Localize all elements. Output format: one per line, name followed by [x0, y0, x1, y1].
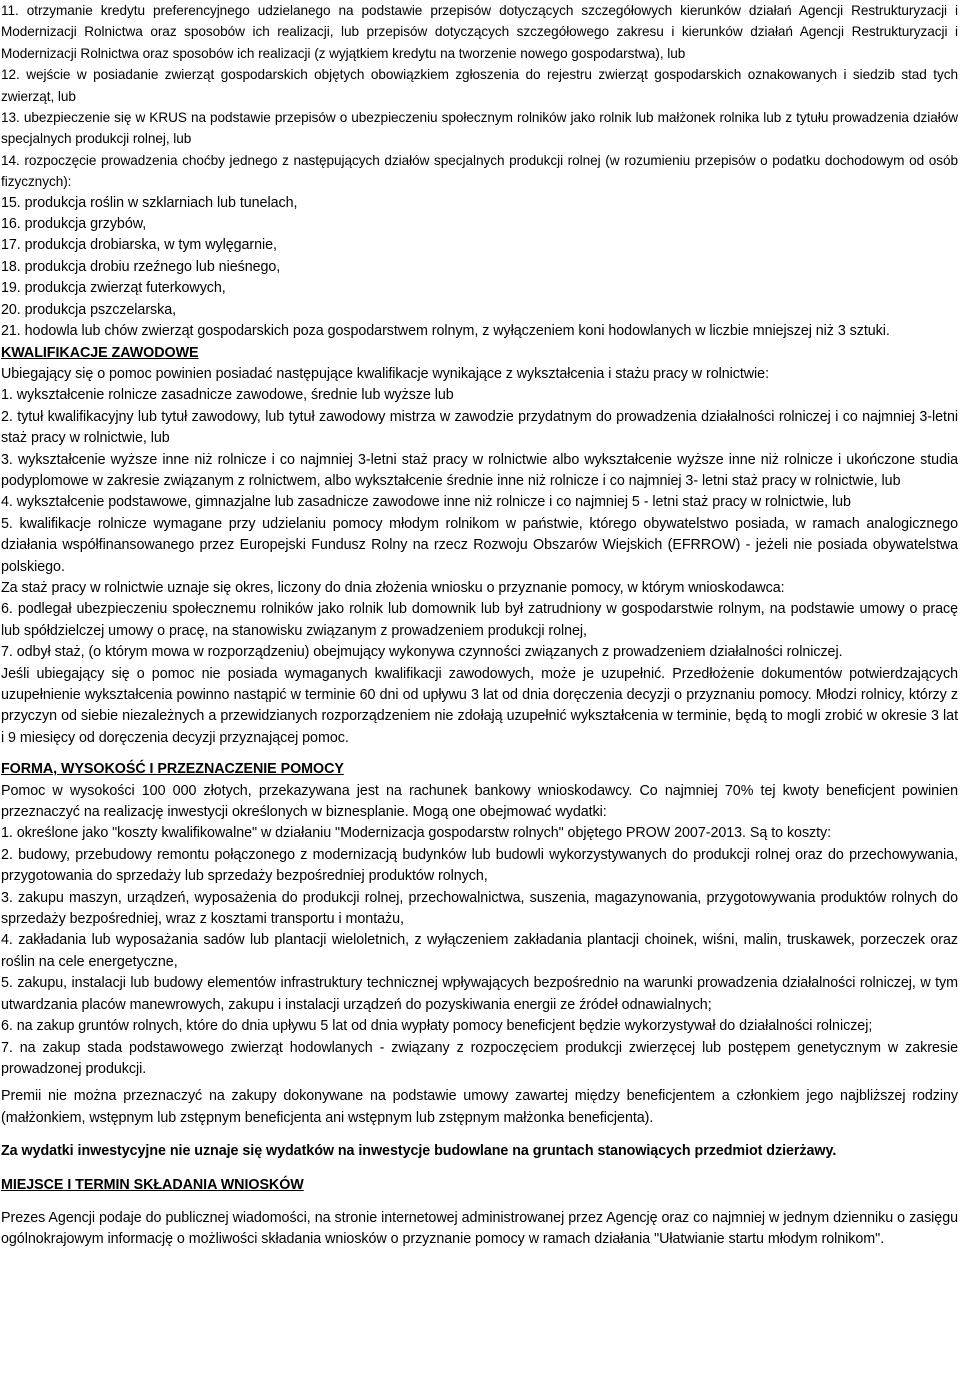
list-item: 16. produkcja grzybów, — [1, 216, 147, 233]
list-item: 18. produkcja drobiu rzeźnego lub nieśnego, — [1, 258, 281, 275]
paragraph: Premii nie można przeznaczyć na zakupy dokonywane na podstawie umowy zawartej między beneficjentem a członkiem jego najbliższej rodziny (małżonkiem, wstępnym lub zstępnym beneficjenta ani wstępnym lub zstępnym małżonka beneficjenta). — [1, 1088, 958, 1126]
list-item: 4. wykształcenie podstawowe, gimnazjalne lub zasadnicze zawodowe inne niż rolnicze i co najmniej 5 - letni staż pracy w rolnictwie, lub — [1, 494, 851, 511]
list-item: 6. podlegał ubezpieczeniu społecznemu rolników jako rolnik lub domownik lub był zatrudniony w gospodarstwie rolnym, na podstawie umowy o pracę lub spółdzielczej umowy o pracę, na stanowisku związanym z prowadzeniem produkcji rolnej, — [1, 601, 958, 639]
paragraph: Prezes Agencji podaje do publicznej wiadomości, na stronie internetowej administrowanej przez Agencję oraz co najmniej w jednym dzienniku o zasięgu ogólnokrajowym informację o możliwości składania wniosków o przyznanie pomocy w ramach działania "Ułatwianie startu młodym rolnikom". — [1, 1209, 958, 1248]
list-item: 5. kwalifikacje rolnicze wymagane przy udzielaniu pomocy młodym rolnikom w państwie, którego obywatelstwo posiada, w ramach analogicznego działania współfinansowanego przez Europejski Fundusz Rolny na rzecz Rozwoju Obszarów Wiejskich (EFRROW) - jeżeli nie posiada obywatelstwa polskiego. — [1, 515, 958, 575]
paragraph: Za staż pracy w rolnictwie uznaje się okres, liczony do dnia złożenia wniosku o przyznanie pomocy, w którym wnioskodawca: — [1, 579, 785, 596]
list-item: 21. hodowla lub chów zwierząt gospodarskich poza gospodarstwem rolnym, z wyłączeniem koni hodowlanych w liczbie mniejszej niż 3 sztuki. — [1, 323, 890, 340]
list-item: 5. zakupu, instalacji lub budowy elementów infrastruktury technicznej wpływających bezpośrednio na warunki prowadzenia działalności rolniczej, w tym utwardzania placów manewrowych, zakupu i instalacji urządzeń do pozyskiwania energii ze źródeł odnawialnych; — [1, 975, 958, 1013]
list-item: 7. na zakup stada podstawowego zwierząt hodowlanych - związany z rozpoczęciem produkcji zwierzęcej lub postępem genetycznym w zakresie prowadzonej produkcji. — [1, 1039, 958, 1077]
list-item: 3. zakupu maszyn, urządzeń, wyposażenia do produkcji rolnej, przechowalnictwa, suszenia, magazynowania, przygotowywania produktów rolnych do sprzedaży bezpośredniej, wraz z kosztami transportu i montażu, — [1, 889, 958, 928]
list-item: 12. wejście w posiadanie zwierząt gospodarskich objętych obowiązkiem zgłoszenia do rejestru zwierząt gospodarskich oznakowanych i siedzib stad tych zwierząt, lub — [1, 67, 958, 104]
list-item: 2. budowy, przebudowy remontu połączonego z modernizacją budynków lub budowli wykorzystywanych do produkcji rolnej oraz do przechowywania, przygotowania do sprzedaży lub sprzedaży bezpośredniej produktów rolnych, — [1, 846, 958, 885]
list-item: 1. określone jako "koszty kwalifikowalne" w działaniu "Modernizacja gospodarstw rolnych" objętego PROW 2007-2013. Są to koszty: — [1, 825, 832, 842]
section-heading: KWALIFIKACJE ZAWODOWE — [1, 344, 199, 361]
list-item: 6. na zakup gruntów rolnych, które do dnia upływu 5 lat od dnia wypłaty pomocy beneficjent będzie wykorzystywał do działalności rolniczej; — [1, 1018, 873, 1035]
list-item: 1. wykształcenie rolnicze zasadnicze zawodowe, średnie lub wyższe lub — [1, 387, 454, 404]
list-item: 4. zakładania lub wyposażania sadów lub plantacji wieloletnich, z wyłączeniem zakładania plantacji choinek, wiśni, malin, truskawek, porzeczek oraz roślin na cele energetyczne, — [1, 932, 958, 970]
list-item: 3. wykształcenie wyższe inne niż rolnicze i co najmniej 3-letni staż pracy w rolnictwie albo wykształcenie wyższe inne niż rolnicze i ukończone studia podyplomowe w zakresie związanym z rolnictwem, albo wykształcenie średnie inne niż rolnicze i co najmniej 3- letni staż pracy w rolnictwie, lub — [1, 451, 958, 489]
section-heading: MIEJSCE I TERMIN SKŁADANIA WNIOSKÓW — [1, 1176, 304, 1193]
list-item: 17. produkcja drobiarska, w tym wylęgarnie, — [1, 237, 277, 254]
paragraph: Jeśli ubiegający się o pomoc nie posiada wymaganych kwalifikacji zawodowych, może je uzupełnić. Przedłożenie dokumentów potwierdzających uzupełnienie wykształcenia powinno nastąpić w terminie 60 dni od upływu 3 lat od dnia doręczenia decyzji o przyznaniu pomocy. Młodzi rolnicy, którzy z przyczyn od siebie niezależnych a przewidzianych rozporządzeniem nie zdołają uzupełnić wykształcenia w terminie, będą to mogli zrobić w okresie 3 lat i 9 miesięcy od doręczenia decyzji przyznającej pomoc. — [1, 665, 958, 746]
list-item: 2. tytuł kwalifikacyjny lub tytuł zawodowy, lub tytuł zawodowy mistrza w zawodzie przydatnym do prowadzenia działalności rolniczej i co najmniej 3-letni staż pracy w rolnictwie, lub — [1, 408, 958, 447]
section-heading: FORMA, WYSOKOŚĆ I PRZEZNACZENIE POMOCY — [1, 761, 344, 778]
list-item: 15. produkcja roślin w szklarniach lub tunelach, — [1, 194, 298, 211]
list-item: 11. otrzymanie kredytu preferencyjnego udzielanego na podstawie przepisów dotyczących szczegółowych kierunków działań Agencji Restrukturyzacji i Modernizacji Rolnictwa oraz sposobów ich realizacji, lub przepisów dotyczących szczegółowego zakresu i kierunków działań Agencji Restrukturyzacji i Modernizacji Rolnictwa oraz sposobów ich realizacji (z wyjątkiem kredytu na tworzenie nowego gospodarstwa), lub — [1, 3, 958, 61]
bold-notice: Za wydatki inwestycyjne nie uznaje się wydatków na inwestycje budowlane na gruntach stanowiących przedmiot dzierżawy. — [1, 1143, 837, 1160]
list-item: 20. produkcja pszczelarska, — [1, 301, 177, 318]
list-item: 13. ubezpieczenie się w KRUS na podstawie przepisów o ubezpieczeniu społecznym rolników jako rolnik lub małżonek rolnika lub z tytułu prowadzenia działów specjalnych produkcji rolnej, lub — [1, 110, 958, 147]
list-item: 7. odbył staż, (o którym mowa w rozporządzeniu) obejmujący wykonywa czynności związanych z prowadzeniem działalności rolniczej. — [1, 644, 843, 661]
paragraph: Ubiegający się o pomoc powinien posiadać następujące kwalifikacje wynikające z wykształcenia i stażu pracy w rolnictwie: — [1, 365, 769, 382]
list-item: 14. rozpoczęcie prowadzenia choćby jednego z następujących działów specjalnych produkcji rolnej (w rozumieniu przepisów o podatku dochodowym od osób fizycznych): — [1, 152, 958, 190]
list-item: 19. produkcja zwierząt futerkowych, — [1, 280, 226, 297]
paragraph: Pomoc w wysokości 100 000 złotych, przekazywana jest na rachunek bankowy wnioskodawcy. Co najmniej 70% tej kwoty beneficjent powinien przeznaczyć na realizację inwestycji określonych w biznesplanie. Mogą one obejmować wydatki: — [1, 782, 958, 821]
